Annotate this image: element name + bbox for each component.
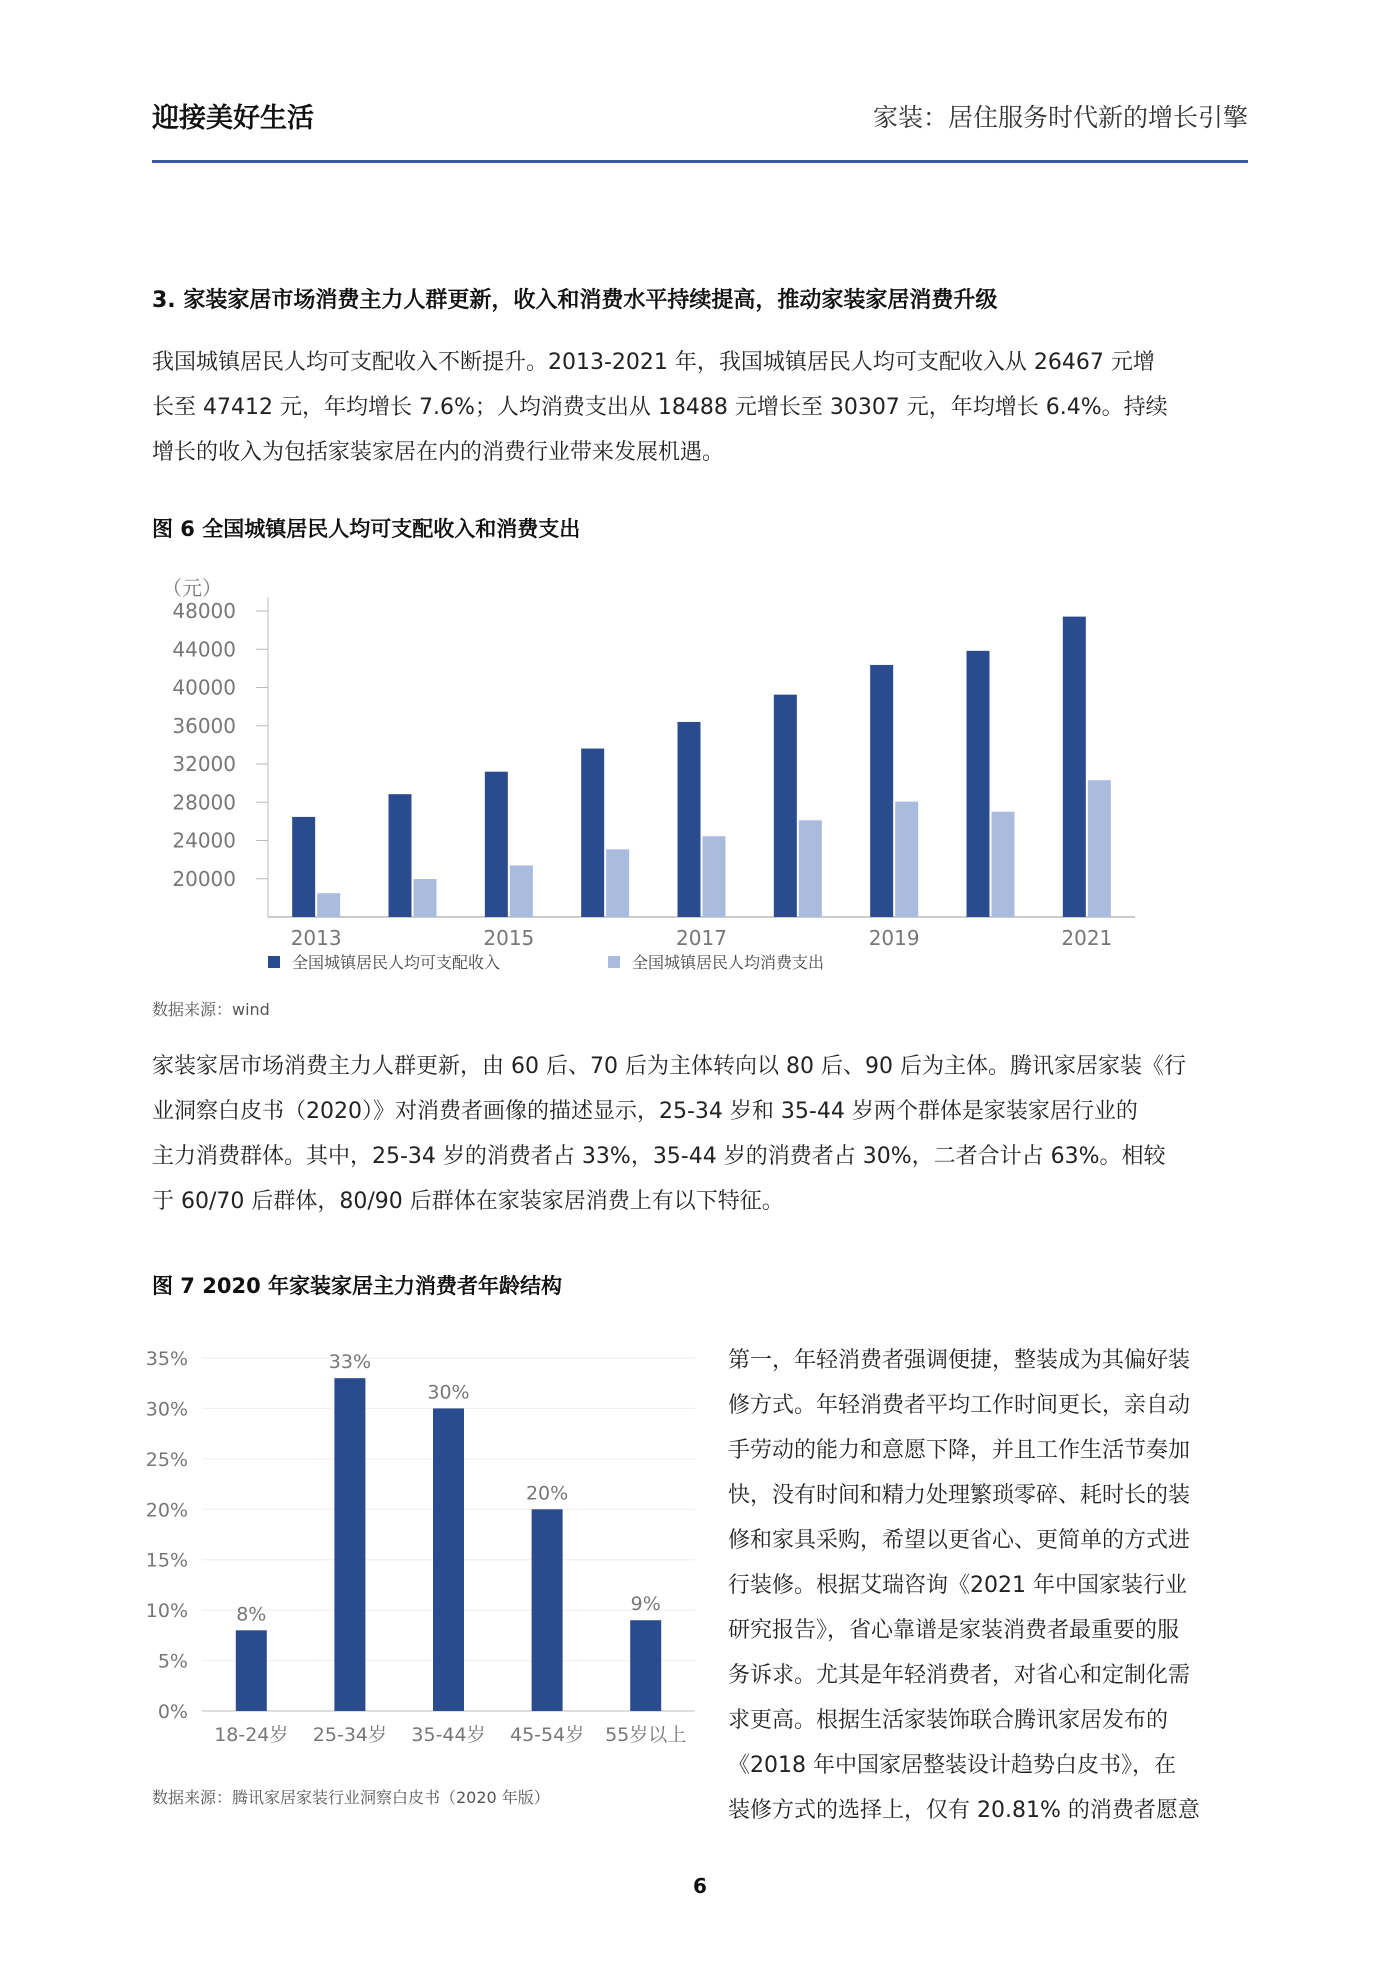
side-line: 修和家具采购，希望以更省心、更简单的方式进 — [728, 1528, 1191, 1553]
bar-income — [967, 651, 990, 917]
bar-income — [1063, 617, 1086, 917]
side-line: 研究报告》，省心靠谱是家装消费者最重要的服 — [728, 1618, 1180, 1643]
x-tick-label: 25-34岁 — [312, 1724, 388, 1746]
page-number: 6 — [693, 1874, 707, 1898]
x-tick-label: 2017 — [676, 926, 727, 950]
bar-income — [581, 749, 604, 917]
x-tick-label: 2021 — [1061, 926, 1113, 950]
paragraph-line: 我国城镇居民人均可支配收入不断提升。2013-2021 年，我国城镇居民人均可支配收入从 26467 元增 — [152, 350, 1155, 375]
bar-expenditure — [317, 893, 340, 917]
bar-expenditure — [1088, 780, 1111, 917]
paragraph-line: 家装家居市场消费主力人群更新，由 60 后、70 后为主体转向以 80 后、90 后为主体。腾讯家居家装《行 — [152, 1054, 1186, 1079]
y-tick-label: 35% — [145, 1348, 188, 1370]
y-tick-label: 32000 — [172, 752, 236, 776]
data-label: 30% — [427, 1381, 470, 1404]
x-tick-label: 35-44岁 — [411, 1724, 486, 1746]
data-label: 8% — [236, 1603, 267, 1626]
x-tick-label: 45-54岁 — [509, 1724, 585, 1746]
bar-income — [678, 722, 701, 917]
bar-income — [870, 665, 893, 917]
bar-expenditure — [895, 802, 918, 917]
paragraph-income — [152, 340, 1252, 475]
legend-swatch-income — [268, 956, 280, 968]
age-bar — [532, 1509, 563, 1711]
figure6-chart — [140, 555, 1140, 985]
x-tick-label: 2015 — [483, 926, 535, 950]
x-tick-label: 2019 — [868, 926, 920, 950]
y-tick-label: 20% — [145, 1499, 188, 1522]
figure6-source: 数据来源：wind — [152, 1000, 270, 1019]
bar-expenditure — [414, 879, 437, 917]
y-tick-label: 30% — [145, 1398, 188, 1421]
paragraph-line: 主力消费群体。其中，25-34 岁的消费者占 33%，35-44 岁的消费者占 30%，二者合计占 63%。相较 — [152, 1144, 1166, 1169]
header-right-title: 家装：居住服务时代新的增长引擎 — [872, 103, 1248, 132]
figure7-source: 数据来源：腾讯家居家装行业洞察白皮书（2020 年版） — [152, 1788, 550, 1807]
figure6-title: 图 6 全国城镇居民人均可支配收入和消费支出 — [152, 517, 581, 541]
legend-label-expenditure: 全国城镇居民人均消费支出 — [632, 953, 825, 972]
x-tick-label: 2013 — [290, 926, 342, 950]
figure7-title: 图 7 2020 年家装家居主力消费者年龄结构 — [152, 1274, 562, 1298]
paragraph-line: 于 60/70 后群体，80/90 后群体在家装家居消费上有以下特征。 — [152, 1189, 784, 1214]
data-label: 20% — [525, 1482, 569, 1505]
side-line: 务诉求。尤其是年轻消费者，对省心和定制化需 — [728, 1663, 1191, 1688]
paragraph-line: 增长的收入为包括家装家居在内的消费行业带来发展机遇。 — [152, 440, 725, 465]
bar-expenditure — [510, 865, 533, 917]
age-bar — [433, 1408, 464, 1711]
age-bar — [630, 1620, 661, 1711]
side-line: 第一，年轻消费者强调便捷，整装成为其偏好装 — [728, 1348, 1191, 1373]
section-title: 3. 家装家居市场消费主力人群更新，收入和消费水平持续提高，推动家装家居消费升级 — [152, 288, 998, 313]
legend-swatch-expenditure — [608, 956, 620, 968]
side-line: 装修方式的选择上，仅有 20.81% 的消费者愿意 — [728, 1798, 1200, 1823]
y-tick-label: 44000 — [172, 637, 236, 662]
bar-expenditure — [992, 812, 1015, 917]
legend-label-income: 全国城镇居民人均可支配收入 — [292, 953, 501, 972]
age-bar — [236, 1630, 267, 1711]
figure7-chart — [140, 1322, 700, 1752]
y-tick-label: 40000 — [172, 675, 236, 700]
age-bar — [334, 1378, 365, 1711]
y-tick-label: 0% — [157, 1701, 188, 1723]
y-tick-label: 48000 — [172, 599, 236, 623]
y-tick-label: 25% — [145, 1448, 188, 1471]
bar-expenditure — [703, 836, 726, 917]
paragraph-line: 长至 47412 元，年均增长 7.6%；人均消费支出从 18488 元增长至 30307 元，年均增长 6.4%。持续 — [152, 395, 1168, 420]
bar-expenditure — [606, 849, 629, 917]
y-tick-label: 5% — [157, 1650, 188, 1673]
side-line: 手劳动的能力和意愿下降，并且工作生活节奏加 — [728, 1438, 1191, 1463]
side-line: 求更高。根据生活家装饰联合腾讯家居发布的 — [728, 1708, 1169, 1733]
data-label: 33% — [328, 1351, 372, 1374]
data-label: 9% — [630, 1593, 661, 1616]
bar-expenditure — [799, 820, 822, 917]
bar-income — [389, 794, 412, 917]
side-line: 行装修。根据艾瑞咨询《2021 年中国家装行业 — [728, 1573, 1187, 1598]
header-left-title: 迎接美好生活 — [152, 103, 314, 134]
x-tick-label: 55岁以上 — [605, 1724, 687, 1746]
side-line: 修方式。年轻消费者平均工作时间更长，亲自动 — [728, 1393, 1191, 1418]
side-paragraph — [728, 1338, 1256, 1833]
y-tick-label: 24000 — [172, 828, 236, 853]
y-tick-label: 20000 — [172, 866, 236, 891]
paragraph-consumers — [152, 1044, 1252, 1224]
bar-income — [485, 772, 508, 917]
paragraph-line: 业洞察白皮书（2020）》对消费者画像的描述显示，25-34 岁和 35-44 岁两个群体是家装家居行业的 — [152, 1099, 1138, 1124]
y-tick-label: 28000 — [172, 790, 236, 815]
y-tick-label: 36000 — [172, 713, 236, 738]
side-line: 《2018 年中国家居整装设计趋势白皮书》，在 — [728, 1753, 1176, 1778]
y-tick-label: 10% — [145, 1600, 188, 1623]
bar-income — [774, 695, 797, 917]
bar-income — [292, 817, 315, 917]
y-axis-unit-label: （元） — [162, 576, 222, 600]
y-tick-label: 15% — [145, 1549, 188, 1572]
x-tick-label: 18-24岁 — [214, 1724, 289, 1746]
header-divider — [152, 160, 1248, 163]
side-line: 快，没有时间和精力处理繁琐零碎、耗时长的装 — [728, 1483, 1191, 1508]
